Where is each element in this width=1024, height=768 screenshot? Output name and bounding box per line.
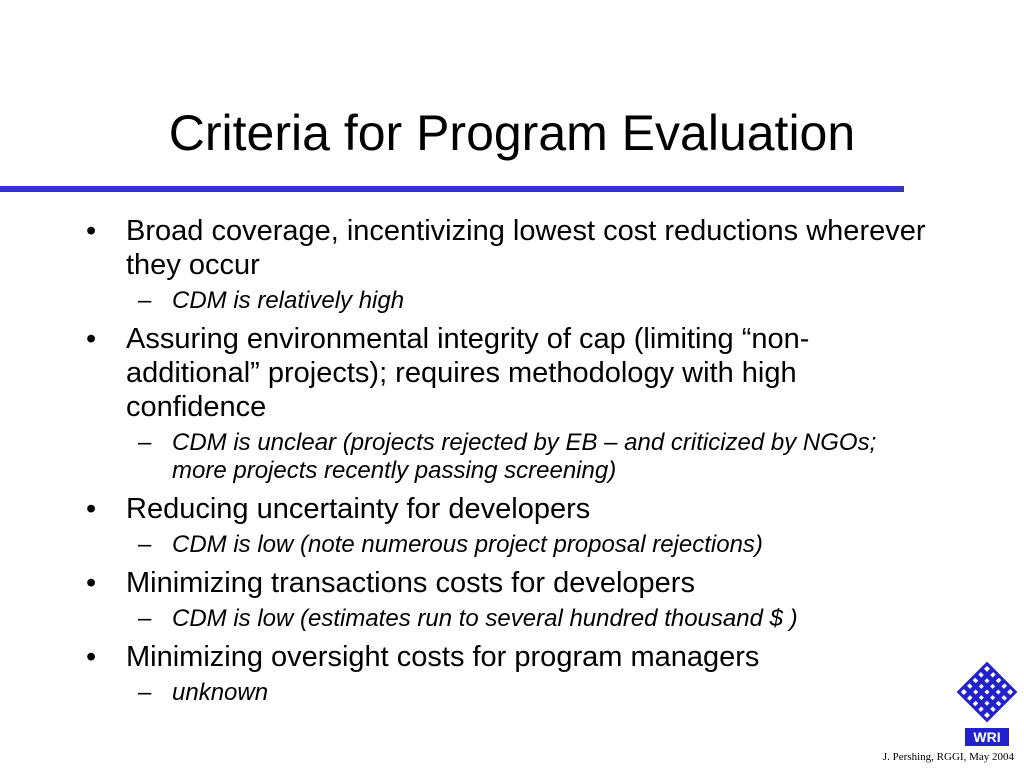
sub-bullet-item [0,287,932,315]
sub-bullet-marker: – [138,605,152,632]
bullet-group-1 [0,214,1024,315]
sub-bullet-item [0,679,932,707]
sub-bullet-marker: – [138,287,152,314]
bullet-text: Broad coverage, incentivizing lowest cost reductions wherever they occur [126,215,926,281]
slide-title: Criteria for Program Evaluation [168,105,856,161]
sub-bullet-marker: – [138,429,152,456]
bullet-list [0,214,1024,714]
bullet-marker: • [86,493,97,525]
bullet-marker: • [86,567,97,599]
bullet-item [0,566,926,600]
sub-bullet-item [0,605,932,633]
bullet-group-5 [0,640,1024,707]
wri-logo [956,662,1018,748]
wri-label: WRI [973,729,1001,745]
bullet-item [0,492,926,526]
sub-bullet-item [0,429,932,485]
bullet-group-2 [0,322,1024,485]
sub-bullet-marker: – [138,531,152,558]
bullet-group-3 [0,492,1024,559]
title-underline [0,186,904,192]
sub-bullet-text: CDM is low (note numerous project proposal rejections) [172,531,763,558]
bullet-marker: • [86,215,97,247]
sub-bullet-text: CDM is low (estimates run to several hundred thousand $ ) [172,605,798,632]
footer-credit: J. Pershing, RGGI, May 2004 [882,751,1014,763]
sub-bullet-text: unknown [172,679,269,706]
wri-lattice-icon [959,664,1016,721]
sub-bullet-item [0,531,932,559]
bullet-group-4 [0,566,1024,633]
bullet-text: Reducing uncertainty for developers [126,493,591,525]
bullet-text: Minimizing transactions costs for developers [126,567,695,599]
sub-bullet-marker: – [138,679,152,706]
bullet-marker: • [86,323,97,355]
bullet-item [0,214,926,282]
bullet-item [0,322,926,424]
bullet-item [0,640,926,674]
bullet-text: Minimizing oversight costs for program managers [126,641,760,673]
sub-bullet-text: CDM is unclear (projects rejected by EB – and criticized by NGOs; more projects recently passing screening) [172,429,877,484]
sub-bullet-text: CDM is relatively high [172,287,405,314]
bullet-marker: • [86,641,97,673]
bullet-text: Assuring environmental integrity of cap (limiting “non-additional” projects); requires methodology with high confidence [126,323,810,423]
